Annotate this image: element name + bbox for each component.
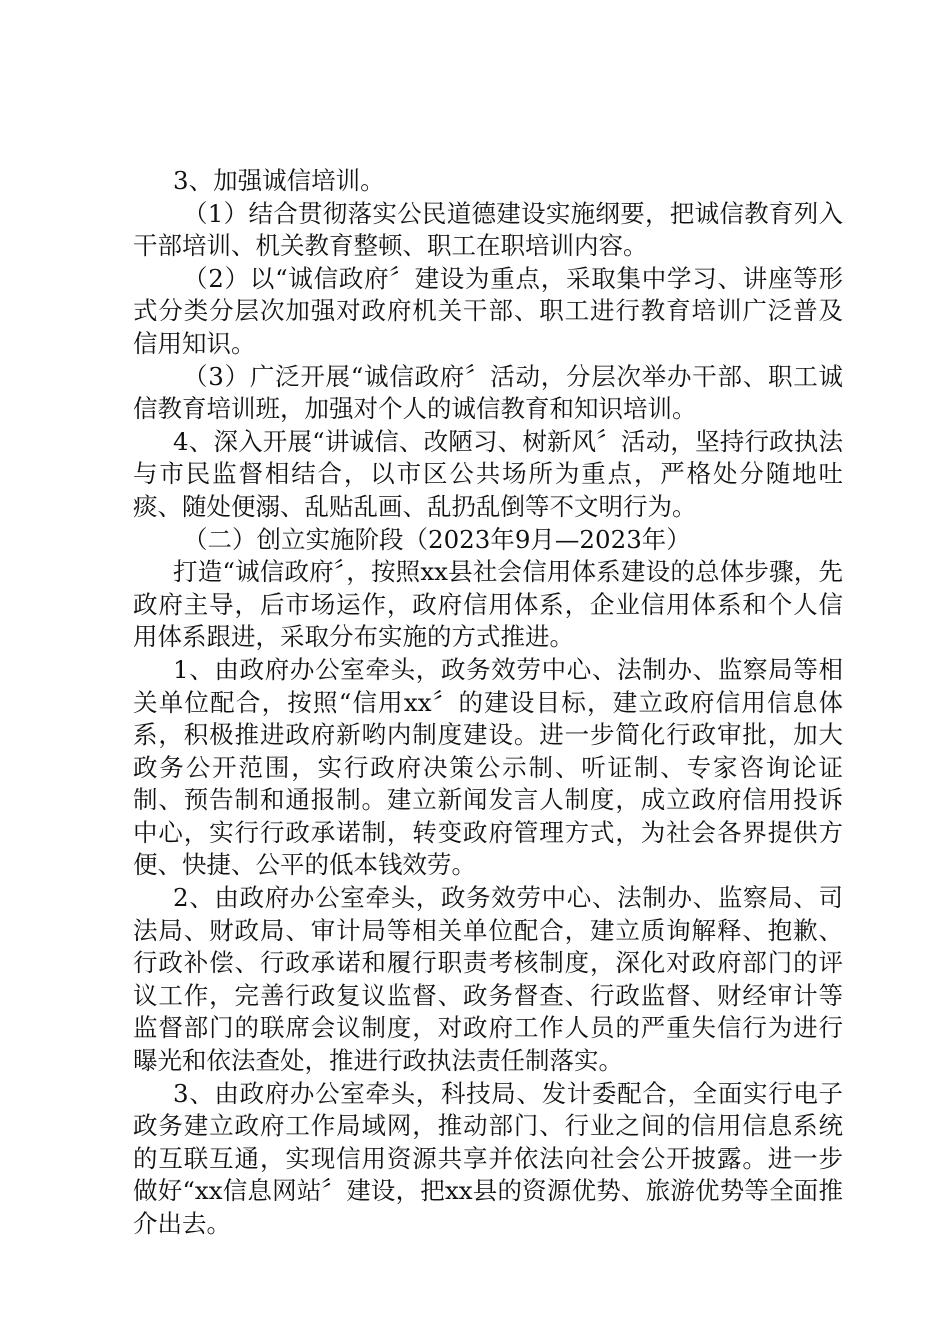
paragraph-heading-training: 3、加强诚信培训。 <box>173 166 385 195</box>
paragraph-task-3: 3、由政府办公室牵头，科技局、发计委配合，全面实行电子政务建立政府工作局域网，推动部门、行业之间的信用信息系统的互联互通，实现信用资源共享并依法向社会公开披露。进一步做好“xx信息网站〞建设，把xx县的资源优势、旅游优势等全面推介出去。 <box>133 1078 843 1238</box>
document-body <box>133 165 843 1241</box>
paragraph-item-3: （3）广泛开展“诚信政府〞活动，分层次举办干部、职工诚信教育培训班，加强对个人的诚信教育和知识培训。 <box>133 361 843 424</box>
paragraph-phase-intro: 打造“诚信政府〞，按照xx县社会信用体系建设的总体步骤，先政府主导，后市场运作，政府信用体系，企业信用体系和个人信用体系跟进，采取分布实施的方式推进。 <box>133 557 843 652</box>
paragraph-point-4: 4、深入开展“讲诚信、改陋习、树新风〞活动，坚持行政执法与市民监督相结合，以市区公共场所为重点，严格处分随地吐痰、随处便溺、乱贴乱画、乱扔乱倒等不文明行为。 <box>133 426 843 521</box>
paragraph-task-2: 2、由政府办公室牵头，政务效劳中心、法制办、监察局、司法局、财政局、审计局等相关单位配合，建立质询解释、抱歉、行政补偿、行政承诺和履行职责考核制度，深化对政府部门的评议工作，完善行政复议监督、政务督查、行政监督、财经审计等监督部门的联席会议制度，对政府工作人员的严重失信行为进行曝光和依法查处，推进行政执法责任制落实。 <box>133 883 843 1076</box>
paragraph-task-1: 1、由政府办公室牵头，政务效劳中心、法制办、监察局等相关单位配合，按照“信用xx〞的建设目标，建立政府信用信息体系，积极推进政府新哟内制度建设。进一步简化行政审批，加大政务公开范围，实行政府决策公示制、听证制、专家咨询论证制、预告制和通报制。建立新闻发言人制度，成立政府信用投诉中心，实行行政承诺制，转变政府管理方式，为社会各界提供方便、快捷、公平的低本钱效劳。 <box>133 654 843 880</box>
paragraph-item-1: （1）结合贯彻落实公民道德建设实施纲要，把诚信教育列入干部培训、机关教育整顿、职工在职培训内容。 <box>133 198 843 261</box>
paragraph-item-2: （2）以“诚信政府〞建设为重点，采取集中学习、讲座等形式分类分层次加强对政府机关干部、职工进行教育培训广泛普及信用知识。 <box>133 263 843 358</box>
section-heading-phase-2: （二）创立实施阶段（2023年9月—2023年） <box>183 524 691 554</box>
